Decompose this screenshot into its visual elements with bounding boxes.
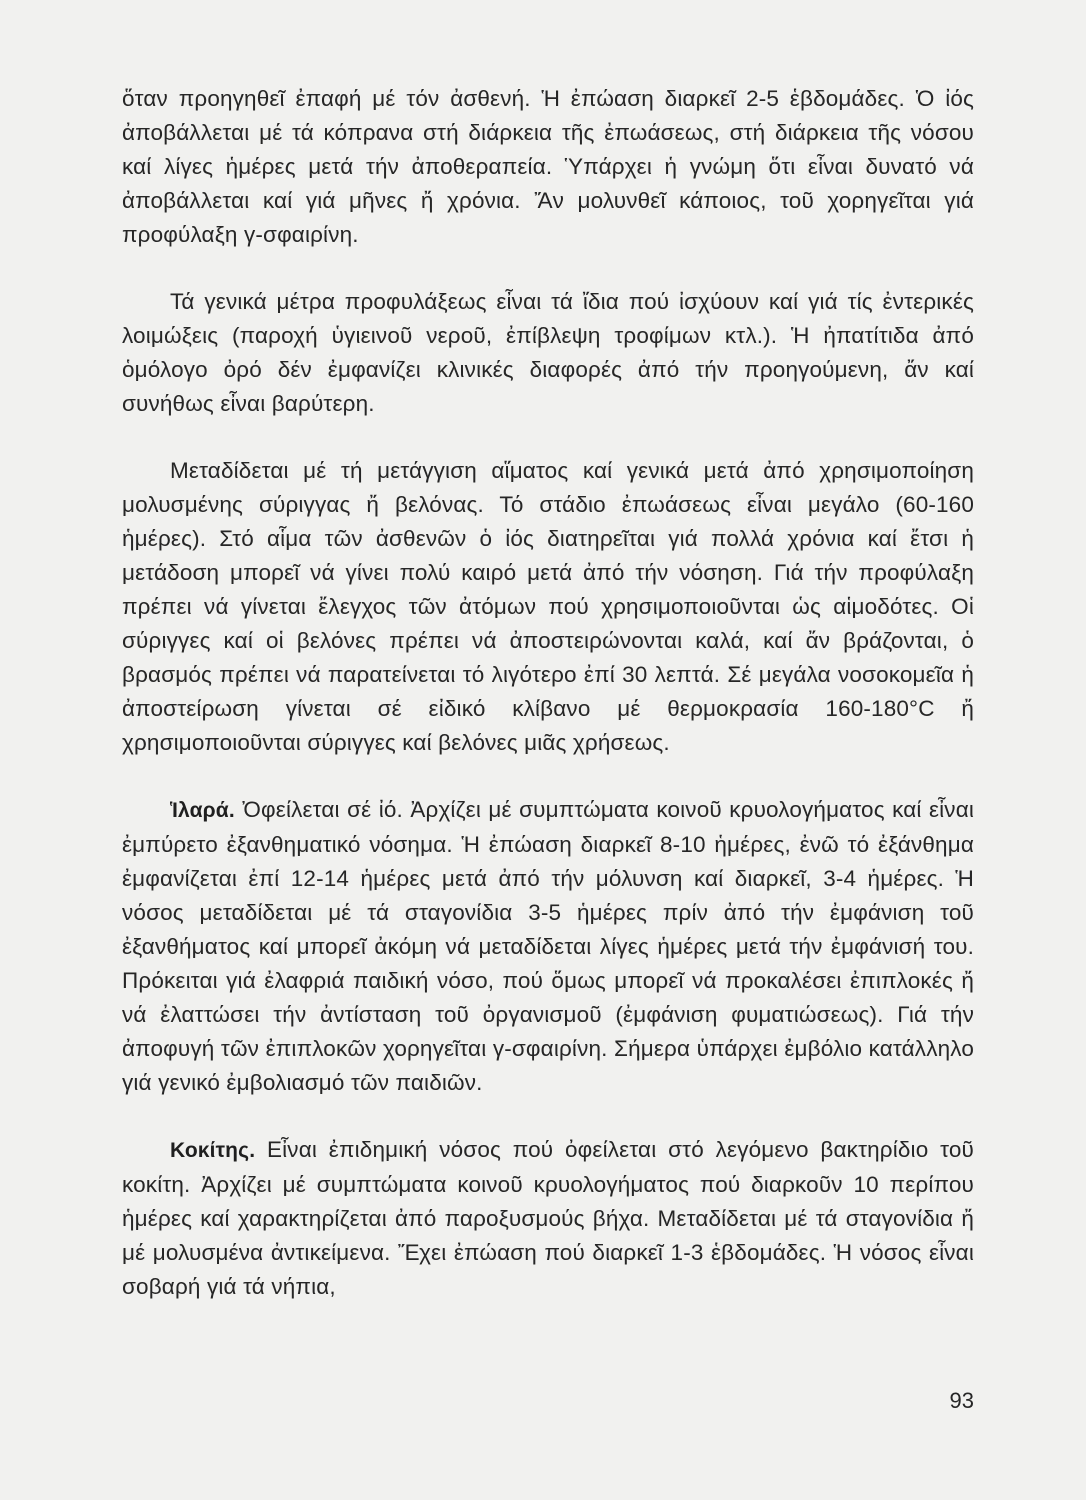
paragraph-text: Εἶναι ἐπιδημική νόσος πού ὀφείλεται στό λεγόμενο βακτηρίδιο τοῦ κοκίτη. Ἀρχίζει μέ συμπτώματα κοινοῦ κρυολογήματος πού διαρκοῦν 10 περίπου ἡμέρες καί χαρακτηρίζεται ἀπό παροξυσμούς βήχα. Μεταδίδεται μέ τά σταγονίδια ἤ μέ μολυσμένα ἀντικείμενα. Ἔχει ἐπώαση πού διαρκεῖ 1-3 ἑβδομάδες. Ἡ νόσος εἶναι σοβαρή γιά τά νήπια, bbox=[122, 1137, 974, 1299]
section-heading-measles: Ἱλαρά. bbox=[170, 799, 235, 822]
paragraph-hepatitis-a-continued bbox=[122, 82, 974, 252]
paragraph-pertussis bbox=[122, 1133, 974, 1304]
section-heading-pertussis: Κοκίτης. bbox=[170, 1139, 256, 1162]
paragraph-general-measures bbox=[122, 285, 974, 421]
page-number: 93 bbox=[949, 1388, 974, 1413]
paragraph-text: Ὀφείλεται σέ ἰό. Ἀρχίζει μέ συμπτώματα κοινοῦ κρυολογήματος καί εἶναι ἐμπύρετο ἐξανθηματικό νόσημα. Ἡ ἐπώαση διαρκεῖ 8-10 ἡμέρες, ἐνῶ τό ἐξάνθημα ἐμφανίζεται ἐπί 12-14 ἡμέρες μετά ἀπό τήν μόλυνση καί διαρκεῖ, 3-4 ἡμέρες. Ἡ νόσος μεταδίδεται μέ τά σταγονίδια 3-5 ἡμέρες πρίν ἀπό τήν ἐμφάνιση τοῦ ἐξανθήματος καί μπορεῖ ἀκόμη νά μεταδίδεται λίγες ἡμέρες μετά τήν ἐμφάνισή του. Πρόκειται γιά ἐλαφριά παιδική νόσο, πού ὅμως μπορεῖ νά προκαλέσει ἐπιπλοκές ἤ νά ἐλαττώσει τήν ἀντίσταση τοῦ ὀργανισμοῦ (ἐμφάνιση φυματιώσεως). Γιά τήν ἀποφυγή τῶν ἐπιπλοκῶν χορηγεῖται γ-σφαιρίνη. Σήμερα ὑπάρχει ἐμβόλιο κατάλληλο γιά γενικό ἐμβολιασμό τῶν παιδιῶν. bbox=[122, 797, 975, 1095]
paragraph-text: ὅταν προηγηθεῖ ἐπαφή μέ τόν ἀσθενή. Ἡ ἐπώαση διαρκεῖ 2-5 ἑβδομάδες. Ὁ ἰός ἀποβάλλεται μέ τά κόπρανα στή διάρκεια τῆς ἐπωάσεως, στή διάρκεια τῆς νόσου καί λίγες ἡμέρες μετά τήν ἀποθεραπεία. Ὑπάρχει ἡ γνώμη ὅτι εἶναι δυνατό νά ἀποβάλλεται καί γιά μῆνες ἤ χρόνια. Ἄν μολυνθεῖ κάποιος, τοῦ χορηγεῖται γιά προφύλαξη γ-σφαιρίνη. bbox=[122, 86, 974, 247]
paragraph-transmission bbox=[122, 454, 974, 760]
paragraph-text: Τά γενικά μέτρα προφυλάξεως εἶναι τά ἴδια πού ἰσχύουν καί γιά τίς ἐντερικές λοιμώξεις (παροχή ὑγιεινοῦ νεροῦ, ἐπίβλεψη τροφίμων κτλ.). Ἡ ἠπατίτιδα ἀπό ὁμόλογο ὀρό δέν ἐμφανίζει κλινικές διαφορές ἀπό τήν προηγούμενη, ἄν καί συνήθως εἶναι βαρύτερη. bbox=[122, 289, 974, 416]
paragraph-text: Μεταδίδεται μέ τή μετάγγιση αἵματος καί γενικά μετά ἀπό χρησιμοποίηση μολυσμένης σύριγγας ἤ βελόνας. Τό στάδιο ἐπωάσεως εἶναι μεγάλο (60-160 ἡμέρες). Στό αἷμα τῶν ἀσθενῶν ὁ ἰός διατηρεῖται γιά πολλά χρόνια καί ἔτσι ἡ μετάδοση μπορεῖ νά γίνει πολύ καιρό μετά ἀπό τήν νόσηση. Γιά τήν προφύλαξη πρέπει νά γίνεται ἔλεγχος τῶν ἀτόμων πού χρησιμοποιοῦνται ὡς αἱμοδότες. Οἱ σύριγγες καί οἱ βελόνες πρέπει νά ἀποστειρώνονται καλά, καί ἄν βράζονται, ὁ βρασμός πρέπει νά παρατείνεται τό λιγότερο ἐπί 30 λεπτά. Σέ μεγάλα νοσοκομεῖα ἡ ἀποστείρωση γίνεται σέ εἰδικό κλίβανο μέ θερμοκρασία 160-180°C ἤ χρησιμοποιοῦνται σύριγγες καί βελόνες μιᾶς χρήσεως. bbox=[122, 458, 974, 755]
page-body bbox=[122, 82, 974, 1337]
paragraph-measles bbox=[122, 793, 974, 1100]
